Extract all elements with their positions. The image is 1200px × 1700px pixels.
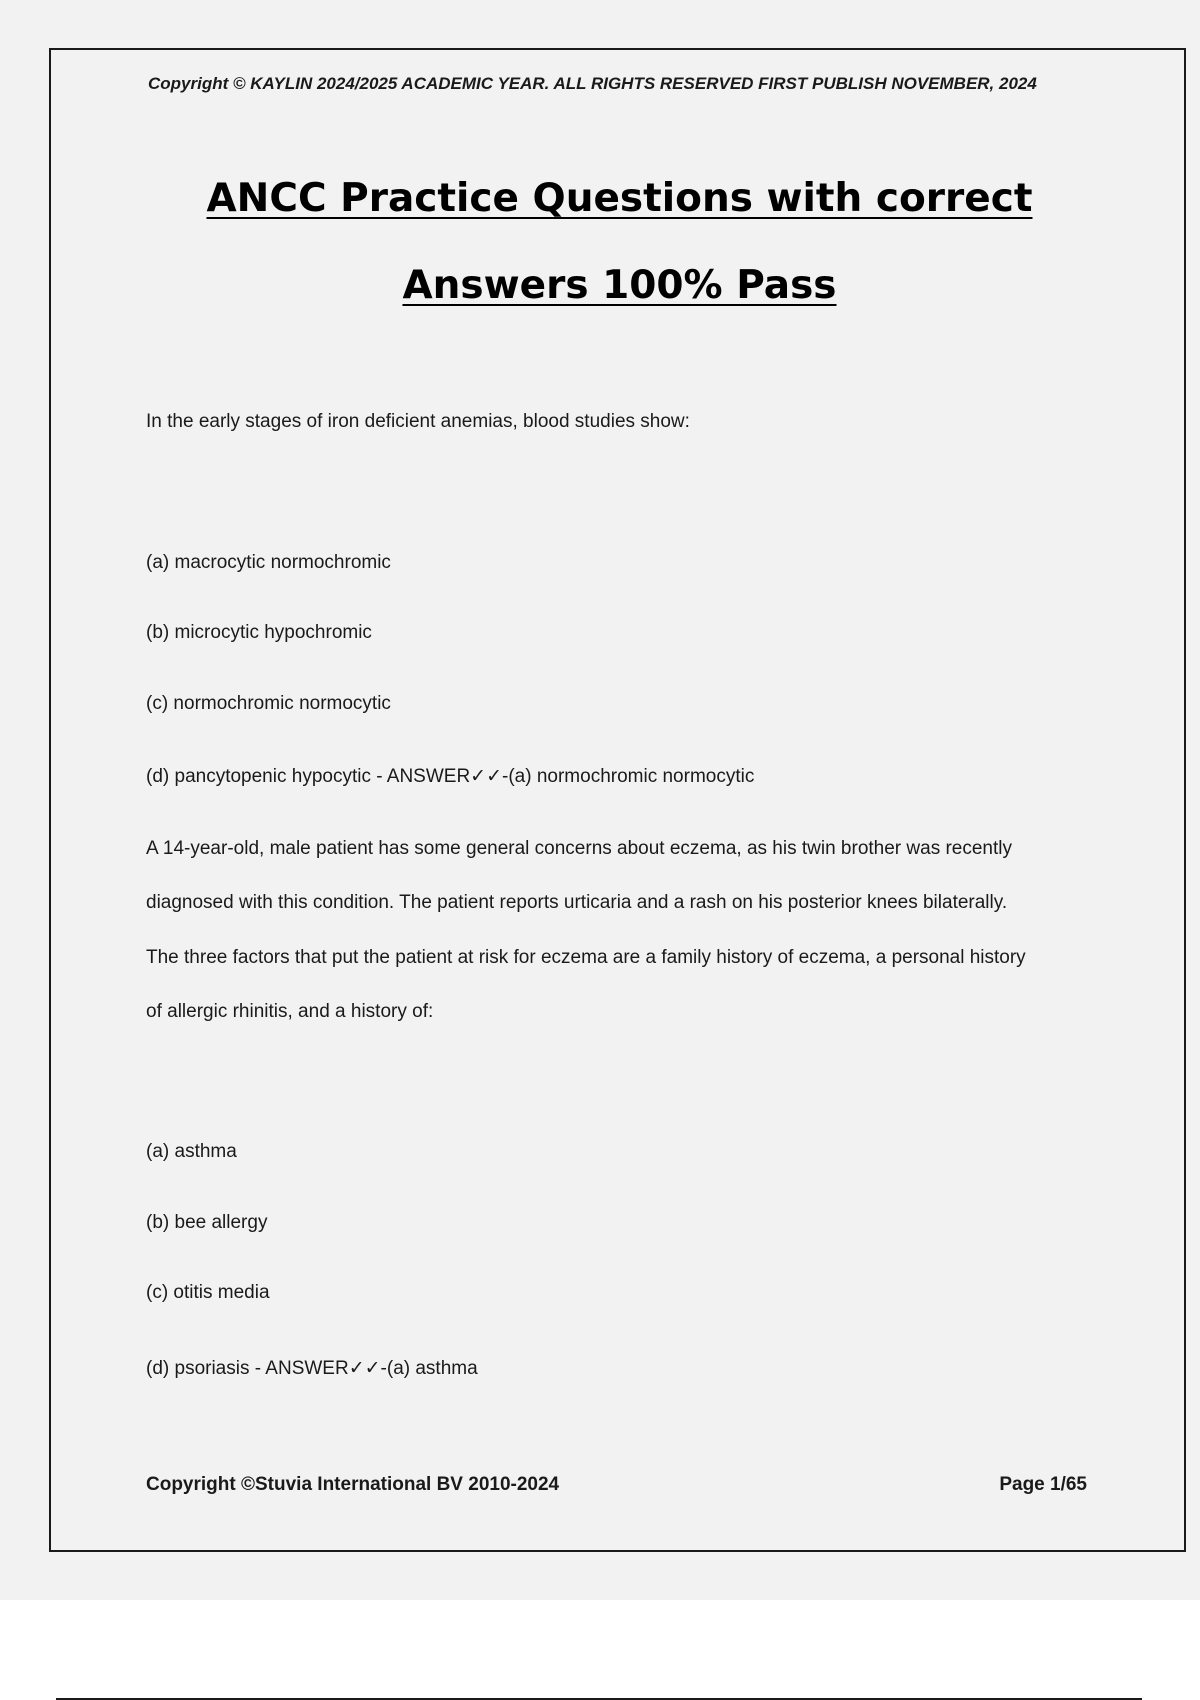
question-1-option-b: (b) microcytic hypochromic <box>146 622 372 643</box>
question-1-option-a: (a) macrocytic normochromic <box>146 552 391 573</box>
header-copyright: Copyright © KAYLIN 2024/2025 ACADEMIC YEAR. ALL RIGHTS RESERVED FIRST PUBLISH NOVEMBER, 2024 <box>148 74 1037 93</box>
document-page <box>49 48 1186 1552</box>
question-1-stem: In the early stages of iron deficient anemias, blood studies show: <box>146 411 690 432</box>
question-2-option-a: (a) asthma <box>146 1141 237 1162</box>
question-2-stem-line-4: of allergic rhinitis, and a history of: <box>146 1001 434 1022</box>
document-title-line-1: ANCC Practice Questions with correct <box>206 176 1033 221</box>
question-2-stem-line-1: A 14-year-old, male patient has some general concerns about eczema, as his twin brother was recently <box>146 838 1013 859</box>
page-number: Page 1/65 <box>999 1474 1087 1495</box>
question-2-stem-line-2: diagnosed with this condition. The patient reports urticaria and a rash on his posterior knees bilaterally. <box>146 892 1008 913</box>
question-2-option-c: (c) otitis media <box>146 1282 270 1303</box>
question-2-option-b: (b) bee allergy <box>146 1212 268 1233</box>
document-title-line-2: Answers 100% Pass <box>402 263 837 308</box>
question-2-option-d-answer: (d) psoriasis - ANSWER✓✓-(a) asthma <box>146 1358 478 1379</box>
question-1-option-d-answer: (d) pancytopenic hypocytic - ANSWER✓✓-(a) normochromic normocytic <box>146 766 755 787</box>
footer-copyright: Copyright ©Stuvia International BV 2010-2024 <box>146 1474 560 1495</box>
question-2-stem-line-3: The three factors that put the patient at risk for eczema are a family history of eczema, a personal history <box>146 947 1026 968</box>
question-1-option-c: (c) normochromic normocytic <box>146 693 391 714</box>
